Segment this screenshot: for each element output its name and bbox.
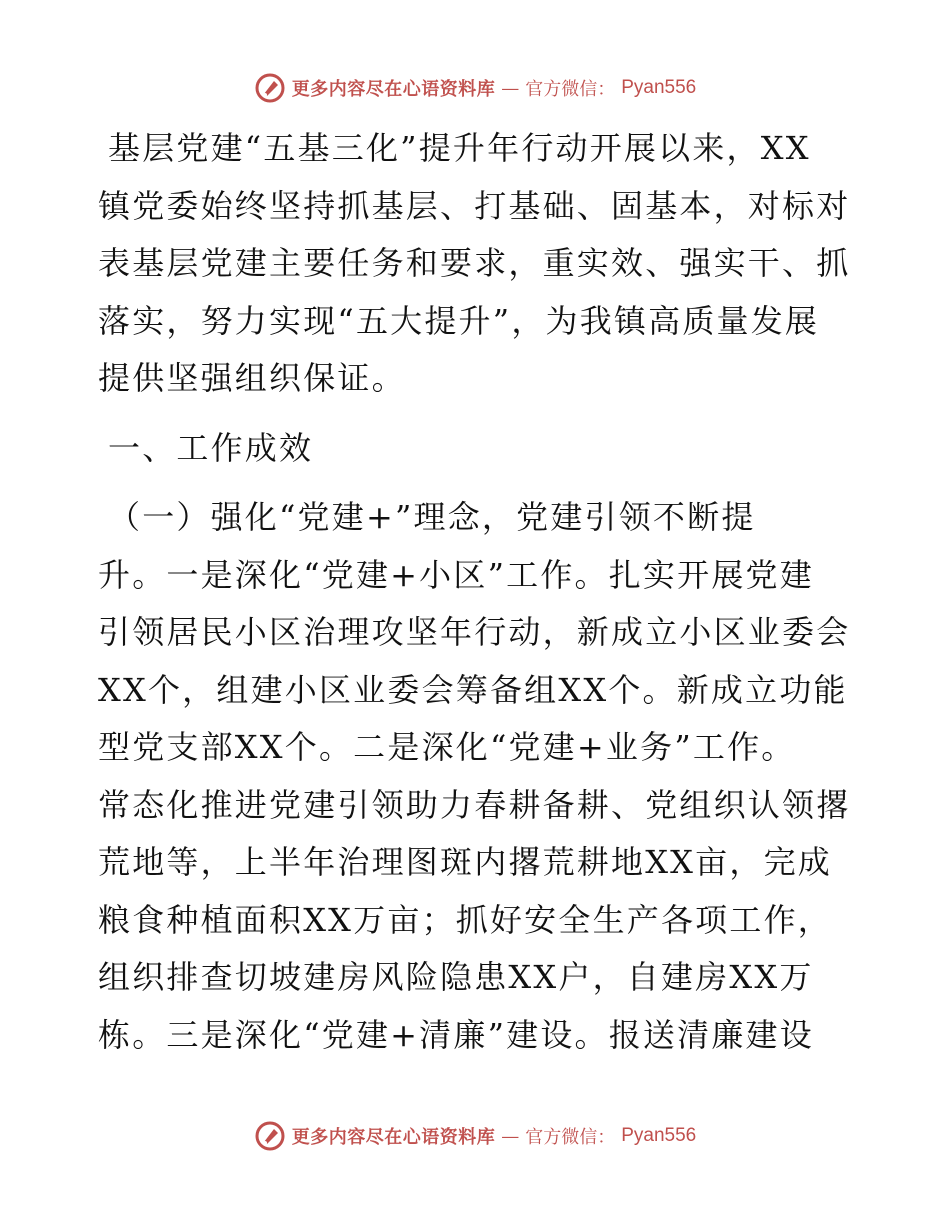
- header-wechat-id: Pyan556: [621, 77, 697, 98]
- subsection-line: XX个，组建小区业委会筹备组XX个。新成立功能: [98, 670, 848, 709]
- footer-wechat-label: 官方微信：: [525, 1127, 616, 1148]
- pen-nib-circle-icon: [254, 72, 286, 104]
- subsection-line: 荒地等，上半年治理图斑内撂荒耕地XX亩，完成: [98, 843, 832, 881]
- subsection-line: 组织排查切坡建房风险隐患XX户，自建房XX万: [98, 958, 814, 996]
- document-body: [98, 120, 850, 1064]
- footer-banner-separator: —: [501, 1125, 520, 1147]
- intro-line: 落实，努力实现“五大提升”，为我镇高质量发展: [98, 301, 820, 340]
- subsection-line: 栋。三是深化“党建+清廉”建设。报送清廉建设: [98, 1015, 814, 1054]
- intro-line: 基层党建“五基三化”提升年行动开展以来，XX: [108, 129, 811, 167]
- subsection-line: 引领居民小区治理攻坚年行动，新成立小区业委会: [98, 613, 851, 651]
- section-heading: 一、工作成效: [108, 428, 314, 467]
- subsection-line: 型党支部XX个。二是深化“党建+业务”工作。: [98, 728, 796, 766]
- intro-line: 表基层党建主要任务和要求，重实效、强实干、抓: [98, 244, 851, 282]
- intro-line: 镇党委始终坚持抓基层、打基础、固基本，对标对: [98, 186, 851, 225]
- pen-nib-circle-icon: [254, 1120, 286, 1152]
- page-header-banner: [0, 72, 950, 104]
- subsection-line: （一）强化“党建+”理念，党建引领不断提: [108, 498, 756, 536]
- footer-wechat-id: Pyan556: [621, 1125, 697, 1146]
- subsection-line: 粮食种植面积XX万亩；抓好安全生产各项工作，: [98, 900, 832, 939]
- subsection-line: 常态化推进党建引领助力春耕备耕、党组织认领撂: [98, 785, 851, 824]
- header-banner-text: 更多内容尽在心语资料库: [291, 79, 496, 100]
- header-banner-separator: —: [501, 77, 520, 99]
- page-footer-banner: [0, 1120, 950, 1152]
- intro-line: 提供坚强组织保证。: [98, 359, 406, 397]
- footer-banner-text: 更多内容尽在心语资料库: [291, 1127, 496, 1148]
- subsection-line: 升。一是深化“党建+小区”工作。扎实开展党建: [98, 555, 814, 594]
- header-wechat-label: 官方微信：: [525, 79, 616, 100]
